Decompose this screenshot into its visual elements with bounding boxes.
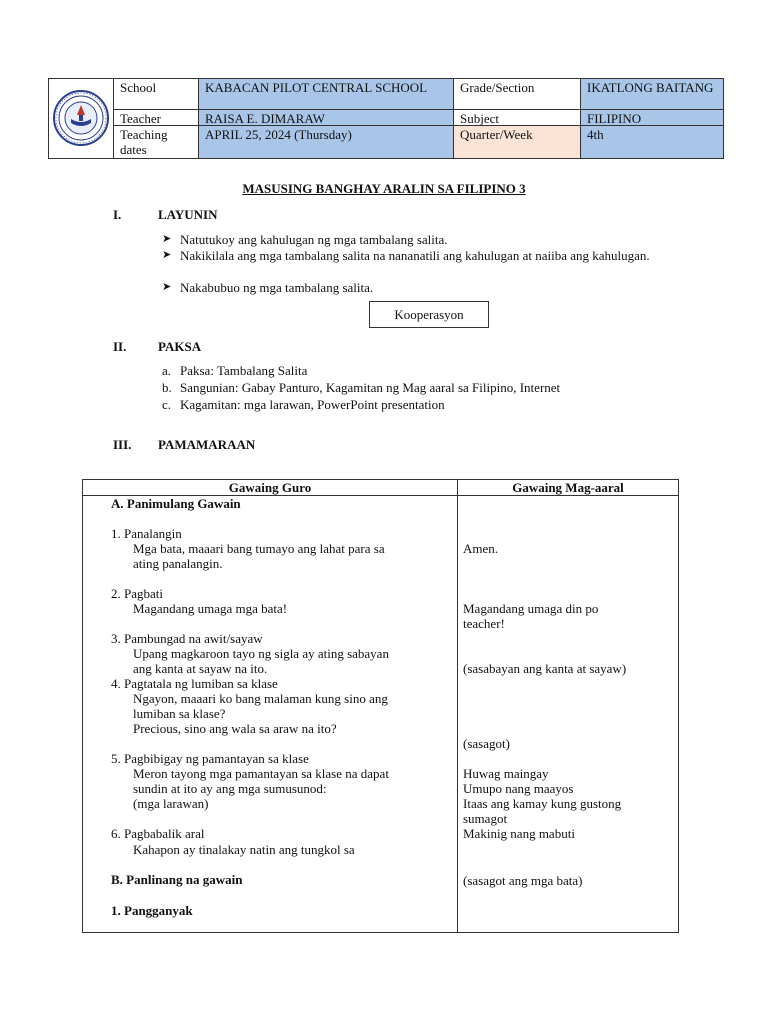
bullet-arrow-icon: ➤ xyxy=(162,249,172,261)
step1-response: Amen. xyxy=(463,541,499,556)
section2-number: II. xyxy=(113,339,127,354)
dates-label: Teaching dates xyxy=(114,126,199,158)
step5-response5: Makinig nang mabuti xyxy=(463,826,575,841)
section-b-response: (sasagot ang mga bata) xyxy=(463,873,583,888)
step4-line3: Precious, sino ang wala sa araw na ito? xyxy=(133,721,337,736)
bullet-arrow-icon: ➤ xyxy=(162,233,172,245)
step1-line2: ating panalangin. xyxy=(133,556,223,571)
step5-response4: sumagot xyxy=(463,811,508,826)
materials-text: Kagamitan: mga larawan, PowerPoint presentation xyxy=(180,397,445,412)
step2-response2: teacher! xyxy=(463,616,505,631)
step5-response1: Huwag maingay xyxy=(463,766,549,781)
quarter-label: Quarter/Week xyxy=(454,126,581,158)
section1-number: I. xyxy=(113,207,122,222)
step4-line1: Ngayon, maaari ko bang malaman kung sino ang xyxy=(133,691,388,706)
b-step1-title: 1. Pangganyak xyxy=(111,903,193,918)
step5-line1: Meron tayong mga pamantayan sa klase na dapat xyxy=(133,766,389,781)
step5-response3: Itaas ang kamay kung gustong xyxy=(463,796,622,811)
grade-value: IKATLONG BAITANG xyxy=(581,79,723,110)
step6-title: 6. Pagbabalik aral xyxy=(111,826,205,841)
step2-title: 2. Pagbati xyxy=(111,586,163,601)
subject-label: Subject xyxy=(454,110,581,126)
section3-title: PAMAMARAAN xyxy=(158,437,256,452)
step3-title: 3. Pambungad na awit/sayaw xyxy=(111,631,263,646)
step2-line1: Magandang umaga mga bata! xyxy=(133,601,288,616)
student-column-header: Gawaing Mag-aaral xyxy=(512,480,624,495)
reference-letter: b. xyxy=(162,380,172,395)
materials-letter: c. xyxy=(162,397,172,412)
topic-text: Paksa: Tambalang Salita xyxy=(180,363,308,378)
step4-line2: lumiban sa klase? xyxy=(133,706,226,721)
dates-value: APRIL 25, 2024 (Thursday) xyxy=(199,126,454,158)
step2-response1: Magandang umaga din po xyxy=(463,601,599,616)
objective-1: Natutukoy ang kahulugan ng mga tambalang salita. xyxy=(180,232,448,247)
step5-line3: (mga larawan) xyxy=(133,796,209,811)
section-a-heading: A. Panimulang Gawain xyxy=(111,496,241,511)
value-box: Kooperasyon xyxy=(369,301,489,328)
step3-line1: Upang magkaroon tayo ng sigla ay ating sabayan xyxy=(133,646,389,661)
school-label: School xyxy=(114,79,199,110)
section-b-heading: B. Panlinang na gawain xyxy=(111,872,243,887)
step6-line1: Kahapon ay tinalakay natin ang tungkol sa xyxy=(133,842,355,857)
reference-text: Sangunian: Gabay Panturo, Kagamitan ng Mag aaral sa Filipino, Internet xyxy=(180,380,561,395)
procedure-table xyxy=(82,479,679,933)
school-value: KABACAN PILOT CENTRAL SCHOOL xyxy=(199,79,454,110)
header-table xyxy=(48,78,724,159)
step5-title: 5. Pagbibigay ng pamantayan sa klase xyxy=(111,751,309,766)
document-title: MASUSING BANGHAY ARALIN SA FILIPINO 3 xyxy=(242,181,526,196)
section1-title: LAYUNIN xyxy=(158,207,218,222)
deped-seal-icon xyxy=(49,79,114,158)
quarter-value: 4th xyxy=(581,126,723,158)
section3-number: III. xyxy=(113,437,132,452)
teacher-label: Teacher xyxy=(114,110,199,126)
step4-title: 4. Pagtatala ng lumiban sa klase xyxy=(111,676,278,691)
step1-title: 1. Panalangin xyxy=(111,526,182,541)
subject-value: FILIPINO xyxy=(581,110,723,126)
grade-label: Grade/Section xyxy=(454,79,581,110)
objective-2: Nakikilala ang mga tambalang salita na nananatili ang kahulugan at naiiba ang kahulugan. xyxy=(180,248,650,263)
step5-line2: sundin at ito ay ang mga sumusunod: xyxy=(133,781,327,796)
teacher-value: RAISA E. DIMARAW xyxy=(199,110,454,126)
objective-3: Nakabubuo ng mga tambalang salita. xyxy=(180,280,374,295)
logo-cell xyxy=(49,79,114,158)
section2-title: PAKSA xyxy=(158,339,202,354)
step1-line1: Mga bata, maaari bang tumayo ang lahat para sa xyxy=(133,541,385,556)
teacher-column-header: Gawaing Guro xyxy=(228,480,312,495)
bullet-arrow-icon: ➤ xyxy=(162,281,172,293)
step5-response2: Umupo nang maayos xyxy=(463,781,574,796)
column-divider xyxy=(457,480,458,932)
step4-response: (sasagot) xyxy=(463,736,510,751)
step3-response: (sasabayan ang kanta at sayaw) xyxy=(463,661,627,676)
step3-line2: ang kanta at sayaw na ito. xyxy=(133,661,268,676)
topic-letter: a. xyxy=(162,363,172,378)
